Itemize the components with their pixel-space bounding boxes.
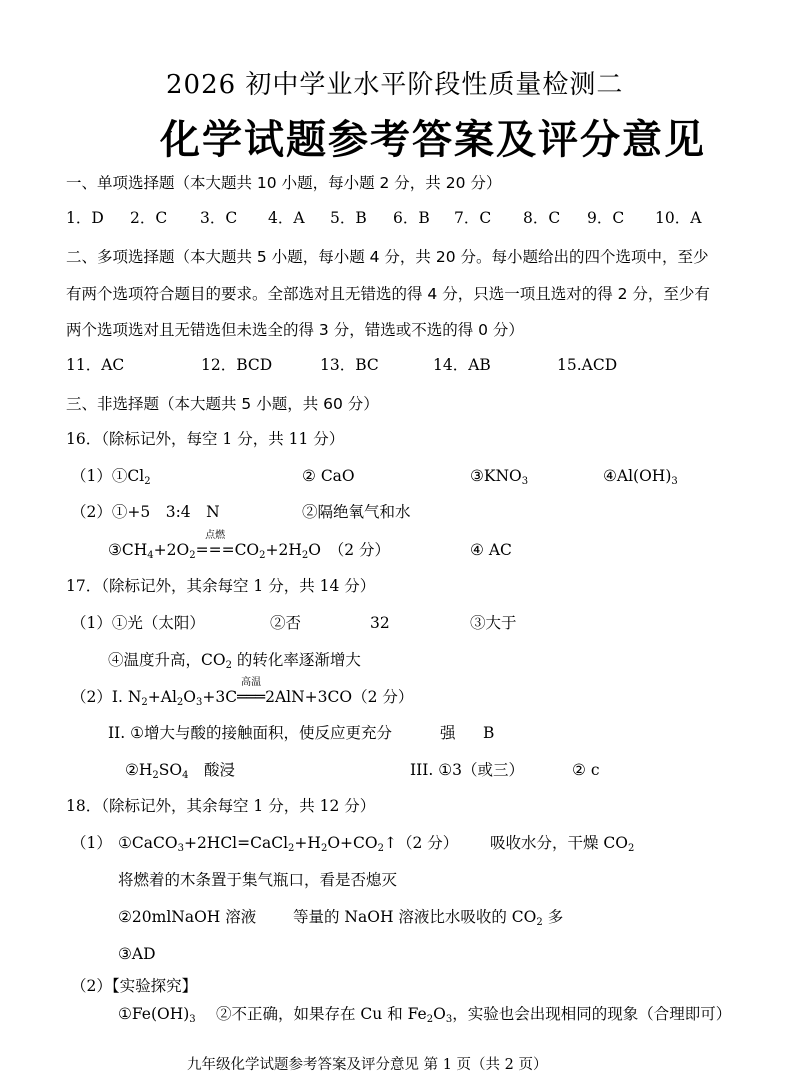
subscript: 2 <box>377 843 384 854</box>
q18-part2-a <box>118 1004 196 1024</box>
section2-heading-line2: 有两个选项符合题目的要求。全部选对且无错选的得 4 分，只选一项且选对的得 2 分，至少有 <box>66 285 710 303</box>
answer-8: 8．C <box>523 209 561 227</box>
eq-text: ③CH <box>108 541 148 559</box>
q18-part1-e <box>293 907 563 927</box>
answer-7: 7．C <box>454 209 492 227</box>
q18-equation <box>118 833 458 853</box>
q16-equation <box>108 530 391 561</box>
q17-ii-c: B <box>483 724 495 742</box>
q16-part1-c <box>470 466 528 486</box>
q17-part1-b: ②否 <box>270 614 302 632</box>
subscript: 2 <box>536 917 543 928</box>
condition-label: 高温 <box>241 677 262 688</box>
subscript: 3 <box>521 476 529 487</box>
q16-part2-b: ②隔绝氧气和水 <box>302 503 411 521</box>
document-title-line2: 化学试题参考答案及评分意见 <box>160 116 706 163</box>
eq-text: +3C <box>202 688 238 706</box>
eq-text: 2AlN+3CO（2 分） <box>265 688 414 706</box>
section2-heading-line1: 二、多项选择题（本大题共 5 小题，每小题 4 分，共 20 分。每小题给出的四个选项中，至少 <box>66 248 709 266</box>
q18-text: O <box>433 1005 446 1023</box>
reaction-arrow: === <box>195 541 235 559</box>
answer-14: 14．AB <box>433 356 491 374</box>
subscript: 3 <box>196 697 203 708</box>
eq-text: O+CO <box>327 834 378 852</box>
q16-part1-d-text: ④Al(OH) <box>603 467 672 485</box>
q17-text: SO <box>158 761 183 779</box>
eq-text: （2）I. N <box>71 688 142 706</box>
q18-part1-c: 将燃着的木条置于集气瓶口，看是否熄灭 <box>118 871 398 889</box>
q17-ii-b: 强 <box>440 724 456 742</box>
answer-9: 9．C <box>587 209 625 227</box>
q18-part2-b <box>216 1004 731 1024</box>
subscript: 4 <box>182 770 189 781</box>
q16-part1-d <box>603 466 678 486</box>
q17-heading: 17．（除标记外，其余每空 1 分，共 14 分） <box>66 577 376 595</box>
q18-text: 等量的 NaOH 溶液比水吸收的 CO <box>293 908 537 926</box>
subscript: 3 <box>177 843 184 854</box>
q17-equation <box>71 677 414 708</box>
answer-1: 1．D <box>66 209 104 227</box>
q17-iii-a: III. ①3（或三） <box>410 761 524 779</box>
subscript: 2 <box>628 843 635 854</box>
answer-4: 4．A <box>268 209 305 227</box>
subscript: 3 <box>189 1014 196 1025</box>
page-footer: 九年级化学试题参考答案及评分意见 第 1 页（共 2 页） <box>187 1057 548 1073</box>
q17-part1-e <box>108 650 361 670</box>
q16-part2-a: （2）①+5 3:4 N <box>71 503 220 521</box>
answer-3: 3．C <box>200 209 238 227</box>
subscript: 2 <box>152 770 159 781</box>
q17-iii-b: ② c <box>572 761 600 779</box>
subscript: 2 <box>288 843 295 854</box>
section3-heading: 三、非选择题（本大题共 5 小题，共 60 分） <box>66 395 379 413</box>
section2-heading-line3: 两个选项选对且无错选但未选全的得 3 分，错选或不选的得 0 分） <box>66 321 524 339</box>
condition-label: 点燃 <box>205 530 226 541</box>
subscript: 2 <box>426 1014 434 1025</box>
q16-part2-d: ④ AC <box>470 541 512 559</box>
eq-text: CO <box>234 541 260 559</box>
subscript: 2 <box>259 550 266 561</box>
q17-part1-d: ③大于 <box>470 614 517 632</box>
q18-text: 多 <box>542 908 564 926</box>
q18-part1-label: （1） <box>71 834 112 852</box>
q18-part1-b <box>490 833 634 853</box>
section1-heading: 一、单项选择题（本大题共 10 小题，每小题 2 分，共 20 分） <box>66 174 502 192</box>
answer-13: 13．BC <box>320 356 379 374</box>
eq-text: +Al <box>147 688 177 706</box>
answer-10: 10．A <box>655 209 702 227</box>
q16-heading: 16．（除标记外，每空 1 分，共 11 分） <box>66 430 345 448</box>
q17-part1-a: （1）①光（太阳） <box>71 614 205 632</box>
eq-text: +H <box>294 834 321 852</box>
subscript: 3 <box>445 1014 453 1025</box>
eq-text: ①CaCO <box>118 834 178 852</box>
q18-text: ①Fe(OH) <box>118 1005 190 1023</box>
q16-part1-a-text: （1）①Cl <box>71 467 145 485</box>
answer-11: 11．AC <box>66 356 125 374</box>
q17-ii-a: II. ①增大与酸的接触面积，使反应更充分 <box>108 724 392 742</box>
answer-5: 5．B <box>330 209 367 227</box>
q17-text: ②H <box>125 761 153 779</box>
reaction-arrow: ═══ <box>237 688 266 706</box>
eq-text: +2HCl=CaCl <box>183 834 289 852</box>
q17-ii2 <box>125 760 235 780</box>
q18-part1-f: ③AD <box>118 945 156 963</box>
subscript: 2 <box>189 550 196 561</box>
q18-text: 吸收水分，干燥 CO <box>490 834 628 852</box>
q16-part1-b: ② CaO <box>302 467 355 485</box>
answer-12: 12．BCD <box>201 356 273 374</box>
answer-6: 6．B <box>393 209 430 227</box>
eq-text: +2H <box>265 541 302 559</box>
subscript: 2 <box>141 697 148 708</box>
q18-text: ，实验也会出现相同的现象（合理即可） <box>452 1005 732 1023</box>
q16-part1-c-text: ③KNO <box>470 467 522 485</box>
eq-text: O （2 分） <box>308 541 391 559</box>
reaction-condition <box>237 677 266 707</box>
eq-text: O <box>183 688 197 706</box>
answer-2: 2．C <box>130 209 168 227</box>
subscript: 2 <box>301 550 309 561</box>
q18-text: ②不正确，如果存在 Cu 和 Fe <box>216 1005 427 1023</box>
eq-text: +2O <box>153 541 190 559</box>
q18-heading: 18．（除标记外，其余每空 1 分，共 12 分） <box>66 797 376 815</box>
subscript: 4 <box>147 550 154 561</box>
subscript: 3 <box>671 476 678 487</box>
subscript: 2 <box>225 660 232 671</box>
q17-text: 的转化率逐渐增大 <box>231 651 361 669</box>
eq-text: ↑（2 分） <box>383 834 459 852</box>
subscript: 2 <box>176 697 184 708</box>
q17-text: 酸浸 <box>188 761 236 779</box>
q18-part2-label: （2）【实验探究】 <box>71 977 198 995</box>
q18-part1-d: ②20mlNaOH 溶液 <box>118 908 257 926</box>
q17-part1-c: 32 <box>370 614 390 632</box>
document-title-line1: 2026 初中学业水平阶段性质量检测二 <box>166 70 624 100</box>
subscript: 2 <box>144 476 151 487</box>
reaction-condition <box>195 530 235 560</box>
q17-text: ④温度升高，CO <box>108 651 226 669</box>
subscript: 2 <box>320 843 328 854</box>
q16-part1-a <box>71 466 151 486</box>
answer-15: 15.ACD <box>557 356 618 374</box>
